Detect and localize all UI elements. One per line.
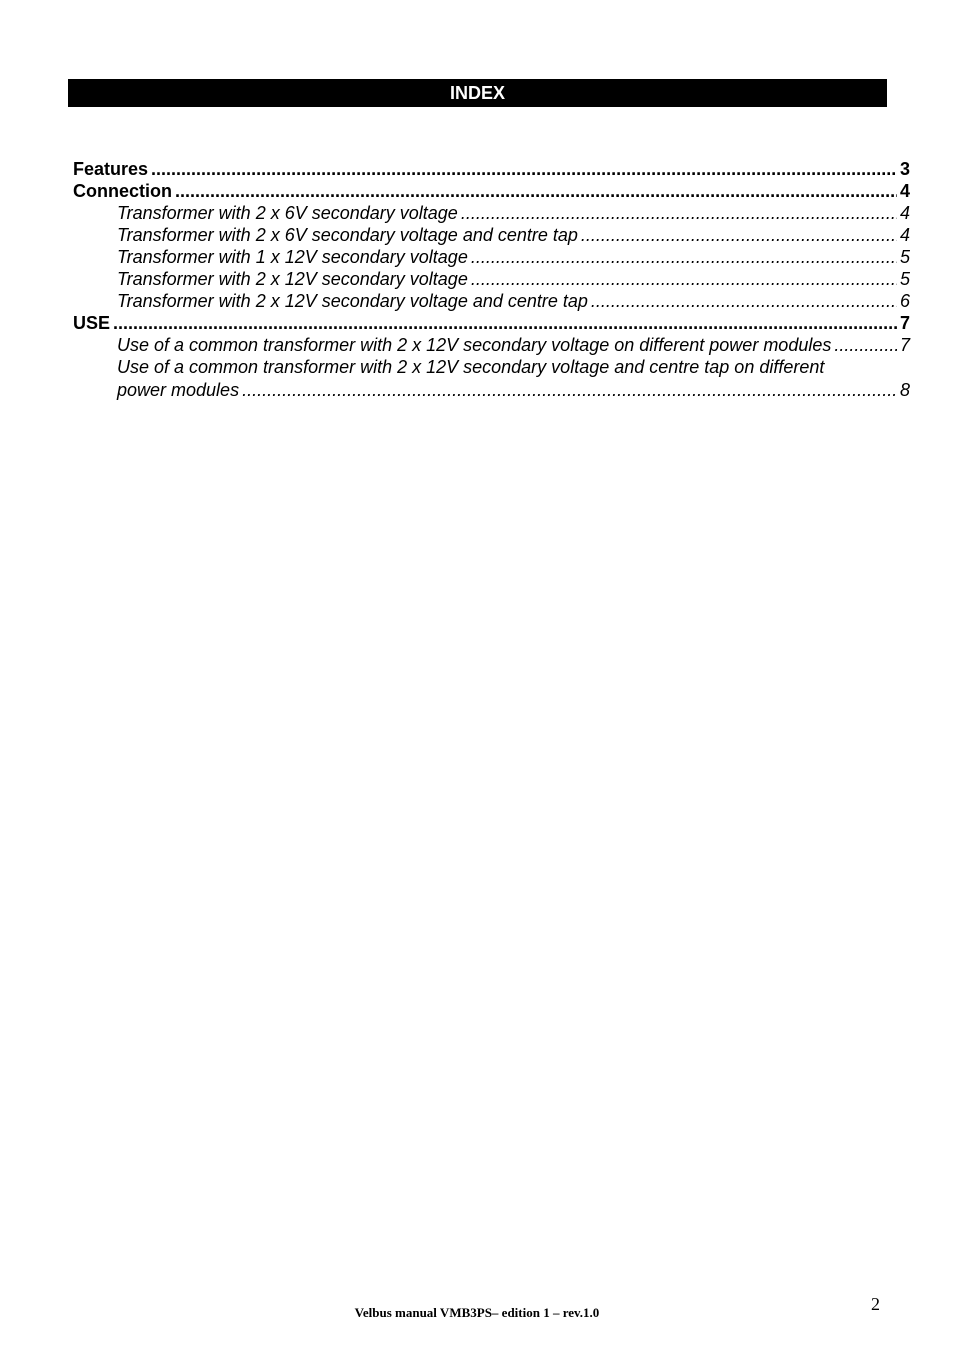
- toc-entry-transformer-1x12v[interactable]: [73, 246, 910, 268]
- toc-entry-title: Use of a common transformer with 2 x 12V secondary voltage on different power modules: [117, 335, 832, 355]
- toc-entry-page: 8: [899, 380, 910, 400]
- toc-entry-title: USE: [73, 313, 111, 333]
- toc-entry-title: Transformer with 1 x 12V secondary voltage: [117, 247, 468, 267]
- toc-entry-transformer-2x6v[interactable]: [73, 202, 910, 224]
- toc-leader: [471, 268, 897, 290]
- toc-leader: [175, 180, 897, 202]
- table-of-contents: [73, 158, 910, 402]
- toc-entry-page: 3: [899, 159, 910, 179]
- toc-entry-transformer-2x12v-centre-tap[interactable]: [73, 290, 910, 312]
- page-number: 2: [871, 1294, 880, 1314]
- toc-entry-page: 7: [899, 313, 910, 333]
- toc-entry-transformer-2x12v[interactable]: [73, 268, 910, 290]
- toc-entry-common-transformer-2x12v-centre-tap[interactable]: [73, 356, 910, 402]
- toc-entry-title: Transformer with 2 x 12V secondary voltage and centre tap: [117, 291, 588, 311]
- toc-entry-title: Transformer with 2 x 6V secondary voltage: [117, 203, 458, 223]
- toc-entry-features[interactable]: [73, 158, 910, 180]
- toc-entry-page: 4: [899, 225, 910, 245]
- toc-entry-page: 5: [899, 269, 910, 289]
- toc-leader: [461, 202, 897, 224]
- toc-leader: [591, 290, 897, 312]
- toc-entry-page: 4: [899, 203, 910, 223]
- toc-entry-title-line2: power modules: [117, 380, 240, 400]
- toc-leader: [113, 312, 897, 334]
- toc-entry-title: Features: [73, 159, 149, 179]
- toc-entry-common-transformer-2x12v[interactable]: [73, 334, 910, 356]
- index-title: INDEX: [68, 79, 887, 107]
- toc-leader: [834, 334, 897, 356]
- footer-text: Velbus manual VMB3PS– edition 1 – rev.1.0: [354, 1305, 600, 1320]
- toc-leader: [581, 224, 897, 246]
- toc-entry-use[interactable]: [73, 312, 910, 334]
- toc-entry-connection[interactable]: [73, 180, 910, 202]
- toc-leader: [151, 158, 897, 180]
- toc-leader: [471, 246, 897, 268]
- toc-entry-page: 7: [899, 335, 910, 355]
- toc-entry-title-line1: Use of a common transformer with 2 x 12V secondary voltage and centre tap on different: [117, 357, 825, 377]
- toc-entry-transformer-2x6v-centre-tap[interactable]: [73, 224, 910, 246]
- toc-entry-page: 5: [899, 247, 910, 267]
- toc-entry-title: Connection: [73, 181, 172, 201]
- toc-entry-title: Transformer with 2 x 6V secondary voltage and centre tap: [117, 225, 578, 245]
- toc-entry-page: 4: [899, 181, 910, 201]
- toc-leader: [242, 378, 897, 402]
- toc-entry-page: 6: [899, 291, 910, 311]
- toc-entry-title: Transformer with 2 x 12V secondary voltage: [117, 269, 468, 289]
